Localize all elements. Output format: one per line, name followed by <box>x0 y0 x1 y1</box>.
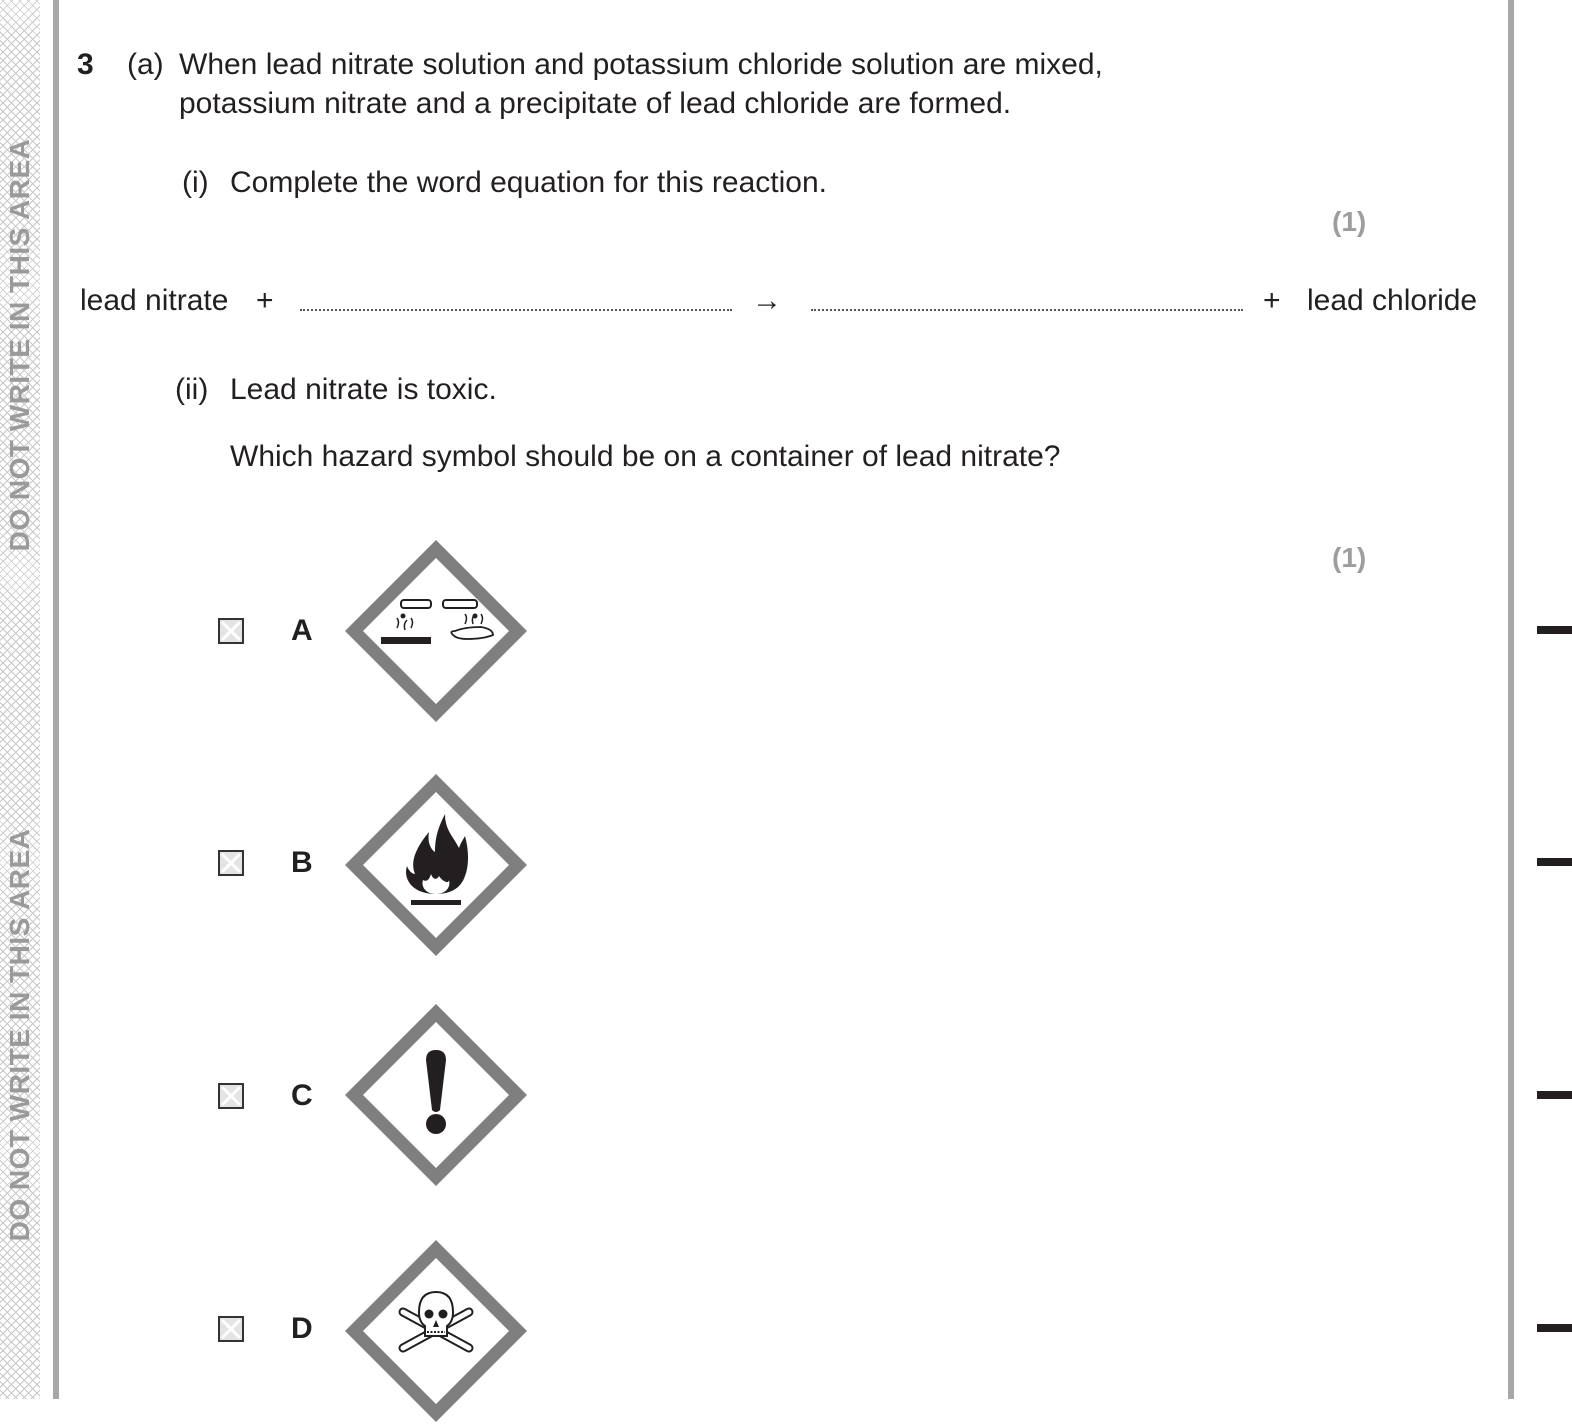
part-a-text-line1: When lead nitrate solution and potassium chloride solution are mixed, <box>179 48 1103 81</box>
page-border-left <box>53 0 59 1399</box>
page-border-right <box>1508 0 1514 1399</box>
cross-icon <box>220 852 242 874</box>
corrosive-icon[interactable] <box>341 536 531 726</box>
option-c-letter: C <box>291 1079 313 1112</box>
part-a-text-line2: potassium nitrate and a precipitate of lead chloride are formed. <box>179 87 1012 120</box>
sub-ii-question: Which hazard symbol should be on a container of lead nitrate? <box>230 440 1061 473</box>
equation-plus: + <box>1263 284 1281 317</box>
sub-i-label: (i) <box>182 166 209 199</box>
sub-i-marks: (1) <box>1332 206 1367 237</box>
cross-icon <box>220 620 242 642</box>
answer-blank-product[interactable] <box>811 309 1243 311</box>
option-d-letter: D <box>291 1312 313 1345</box>
margin-tick <box>1537 858 1572 866</box>
flammable-icon[interactable] <box>341 770 531 960</box>
sub-ii-label: (ii) <box>175 373 209 406</box>
skull-crossbones-icon[interactable] <box>341 1236 531 1426</box>
cross-icon <box>220 1085 242 1107</box>
equation-plus: + <box>256 284 274 317</box>
margin-tick <box>1537 1091 1572 1099</box>
option-b-checkbox[interactable] <box>218 850 244 876</box>
option-a-letter: A <box>291 614 313 647</box>
sub-ii-marks: (1) <box>1332 542 1367 573</box>
margin-warning-top: DO NOT WRITE IN THIS AREA <box>4 138 35 552</box>
equation-arrow: → <box>752 284 782 317</box>
option-d-checkbox[interactable] <box>218 1316 244 1342</box>
exclamation-icon[interactable] <box>341 1000 531 1190</box>
cross-icon <box>220 1318 242 1340</box>
option-a-checkbox[interactable] <box>218 618 244 644</box>
option-b-letter: B <box>291 846 313 879</box>
question-number: 3 <box>77 48 94 81</box>
sub-i-text: Complete the word equation for this reaction. <box>230 166 827 199</box>
margin-warning-bottom: DO NOT WRITE IN THIS AREA <box>4 828 35 1242</box>
option-c-checkbox[interactable] <box>218 1083 244 1109</box>
margin-tick <box>1537 1324 1572 1332</box>
sub-ii-text: Lead nitrate is toxic. <box>230 373 497 406</box>
equation-left-reactant: lead nitrate <box>80 284 229 317</box>
equation-right-product: lead chloride <box>1307 284 1478 317</box>
part-a-label: (a) <box>127 48 164 81</box>
answer-blank-reactant[interactable] <box>300 309 732 311</box>
margin-tick <box>1537 626 1572 634</box>
